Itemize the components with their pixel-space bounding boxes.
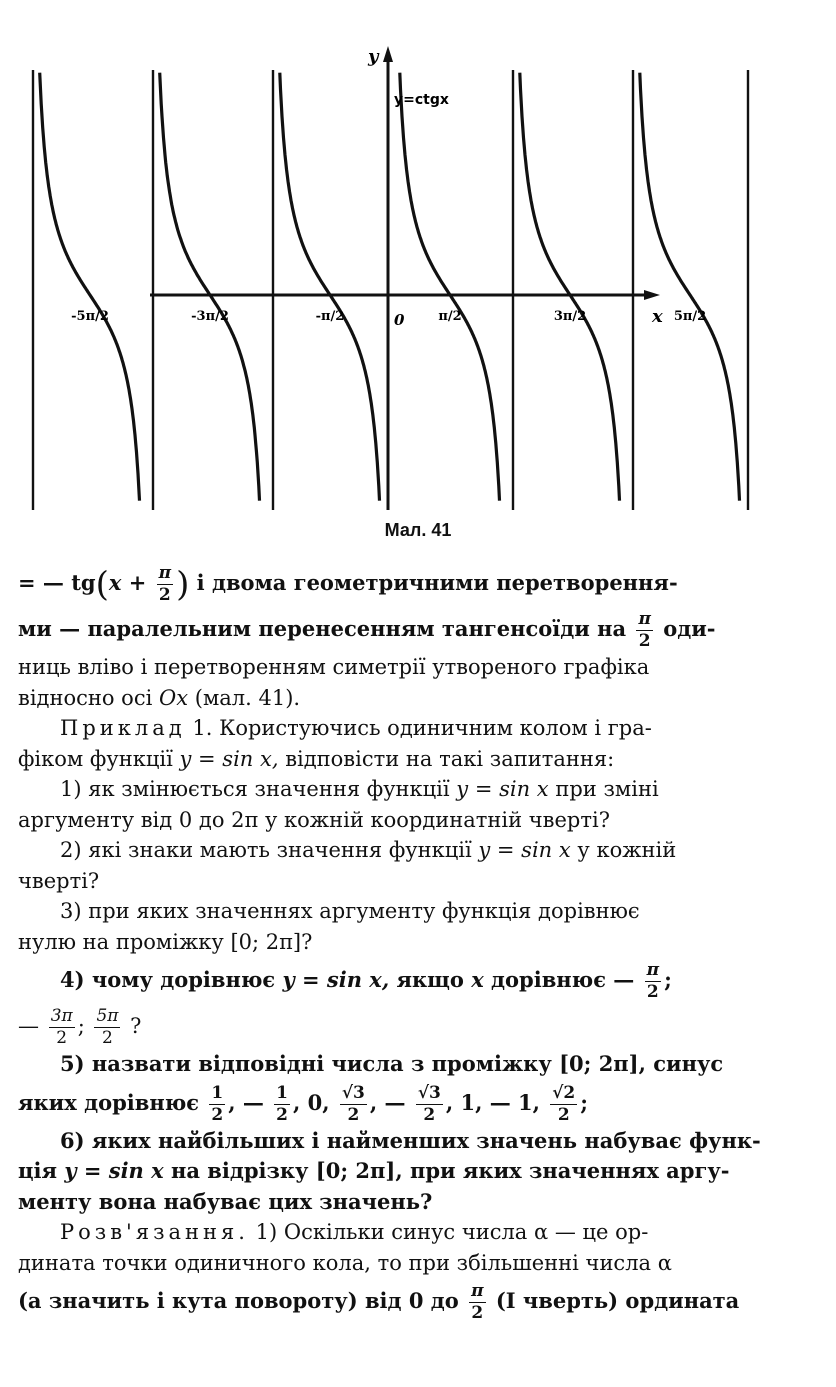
solution-heading: Розв'язання. 1) Оскільки синус числа α — це ор- [60, 1220, 649, 1244]
question-5: 5) назвати відповідні числа з проміжку [0; 2π], синус [60, 1051, 724, 1076]
fraction-pi-over-2: $\frac{\pi}{2}$ [158, 563, 172, 605]
fraction-5pi-over-2: $\frac{5\pi}{2}$ [96, 1006, 119, 1048]
fraction-pi-over-2: $\frac{\pi}{2}$ [638, 609, 651, 651]
x-tick-label: -π/2 [315, 309, 345, 324]
question-5-cont: яких дорівнює $\frac{1}{2}$ , — $\frac{1}{2}$ , 0, $\frac{√3}{2}$ , — $\frac{√3}{2}$ , 1, — 1, $\frac{√2}{2}$ ; [18, 1082, 589, 1125]
question-4-cont: — $\frac{3\pi}{2}$ ; $\frac{5\pi}{2}$ ? [18, 1006, 142, 1048]
question-6: 6) яких найбільших і найменших значень набуває функ- [60, 1127, 761, 1153]
cotangent-graph [71, 40, 707, 520]
question-2: 2) які знаки мають значення функції y = sin x у кожній [60, 838, 677, 862]
cotangent-branch [160, 73, 260, 501]
origin-label: 0 [394, 311, 405, 329]
cotangent-plot [71, 40, 707, 520]
fraction-3pi-over-2: $\frac{3\pi}{2}$ [50, 1006, 73, 1048]
x-tick-label: -3π/2 [191, 309, 229, 324]
question-6-cont2: менту вона набуває цих значень? [18, 1188, 433, 1214]
example-heading: Приклад 1. Користуючись одиничним колом і гра- [60, 716, 652, 740]
x-tick-label: -5π/2 [71, 309, 109, 324]
text-line-3: ниць вліво і перетворенням симетрії утвореного графіка [18, 655, 650, 679]
text-line-2: ми — паралельним перенесенням тангенсоїди на $\frac{\pi}{2}$ оди- [18, 609, 716, 651]
solution-line-2: дината точки одиничного кола, то при збільшенні числа α [18, 1250, 672, 1275]
cotangent-branch [400, 73, 500, 501]
cotangent-branch [280, 73, 380, 501]
x-tick-label: 3π/2 [553, 309, 587, 324]
solution-line-3: (а значить і кута повороту) від 0 до $\frac{\pi}{2}$ (І чверть) ордината [18, 1281, 740, 1323]
x-axis-label: x [652, 306, 663, 327]
question-3-cont: нулю на проміжку [0; 2π]? [18, 929, 313, 954]
curve-label: y=ctgx [394, 92, 449, 108]
fraction-pi-over-2: $\frac{\pi}{2}$ [471, 1281, 484, 1323]
text-line-4: відносно осі Ox (мал. 41). [18, 685, 301, 710]
question-3: 3) при яких значеннях аргументу функція дорівнює [60, 899, 640, 923]
y-axis-arrow [383, 46, 393, 62]
x-tick-label: π/2 [438, 309, 462, 324]
x-tick-label: 5π/2 [673, 309, 707, 324]
example-line-2: фіком функції y = sin x, відповісти на такі запитання: [18, 746, 615, 771]
cotangent-branch [520, 73, 620, 501]
cotangent-branch [640, 73, 740, 501]
question-6-cont: ція y = sin x на відрізку [0; 2π], при яких значеннях аргу- [18, 1158, 730, 1183]
y-axis-label: y [368, 46, 379, 67]
body-text [18, 560, 818, 1324]
question-1-cont: аргументу від 0 до 2π у кожній координатній чверті? [18, 807, 610, 832]
asymptote-lines [33, 70, 748, 510]
cotangent-branch [40, 73, 140, 501]
figure-caption: Мал. 41 [384, 520, 452, 540]
question-4: 4) чому дорівнює y = sin x, якщо x дорівнює — $\frac{\pi}{2}$ ; [60, 960, 672, 1002]
fraction-pi-over-2: $\frac{\pi}{2}$ [646, 960, 660, 1002]
cotangent-curves [40, 73, 740, 501]
x-axis-arrow [644, 290, 660, 300]
text-line-1: = — tg(x + $\frac{\pi}{2}$ ) і двома геометричними перетворення- [18, 563, 678, 605]
question-1: 1) як змінюється значення функції y = sin x при зміні [60, 777, 659, 801]
question-2-cont: чверті? [18, 868, 100, 893]
